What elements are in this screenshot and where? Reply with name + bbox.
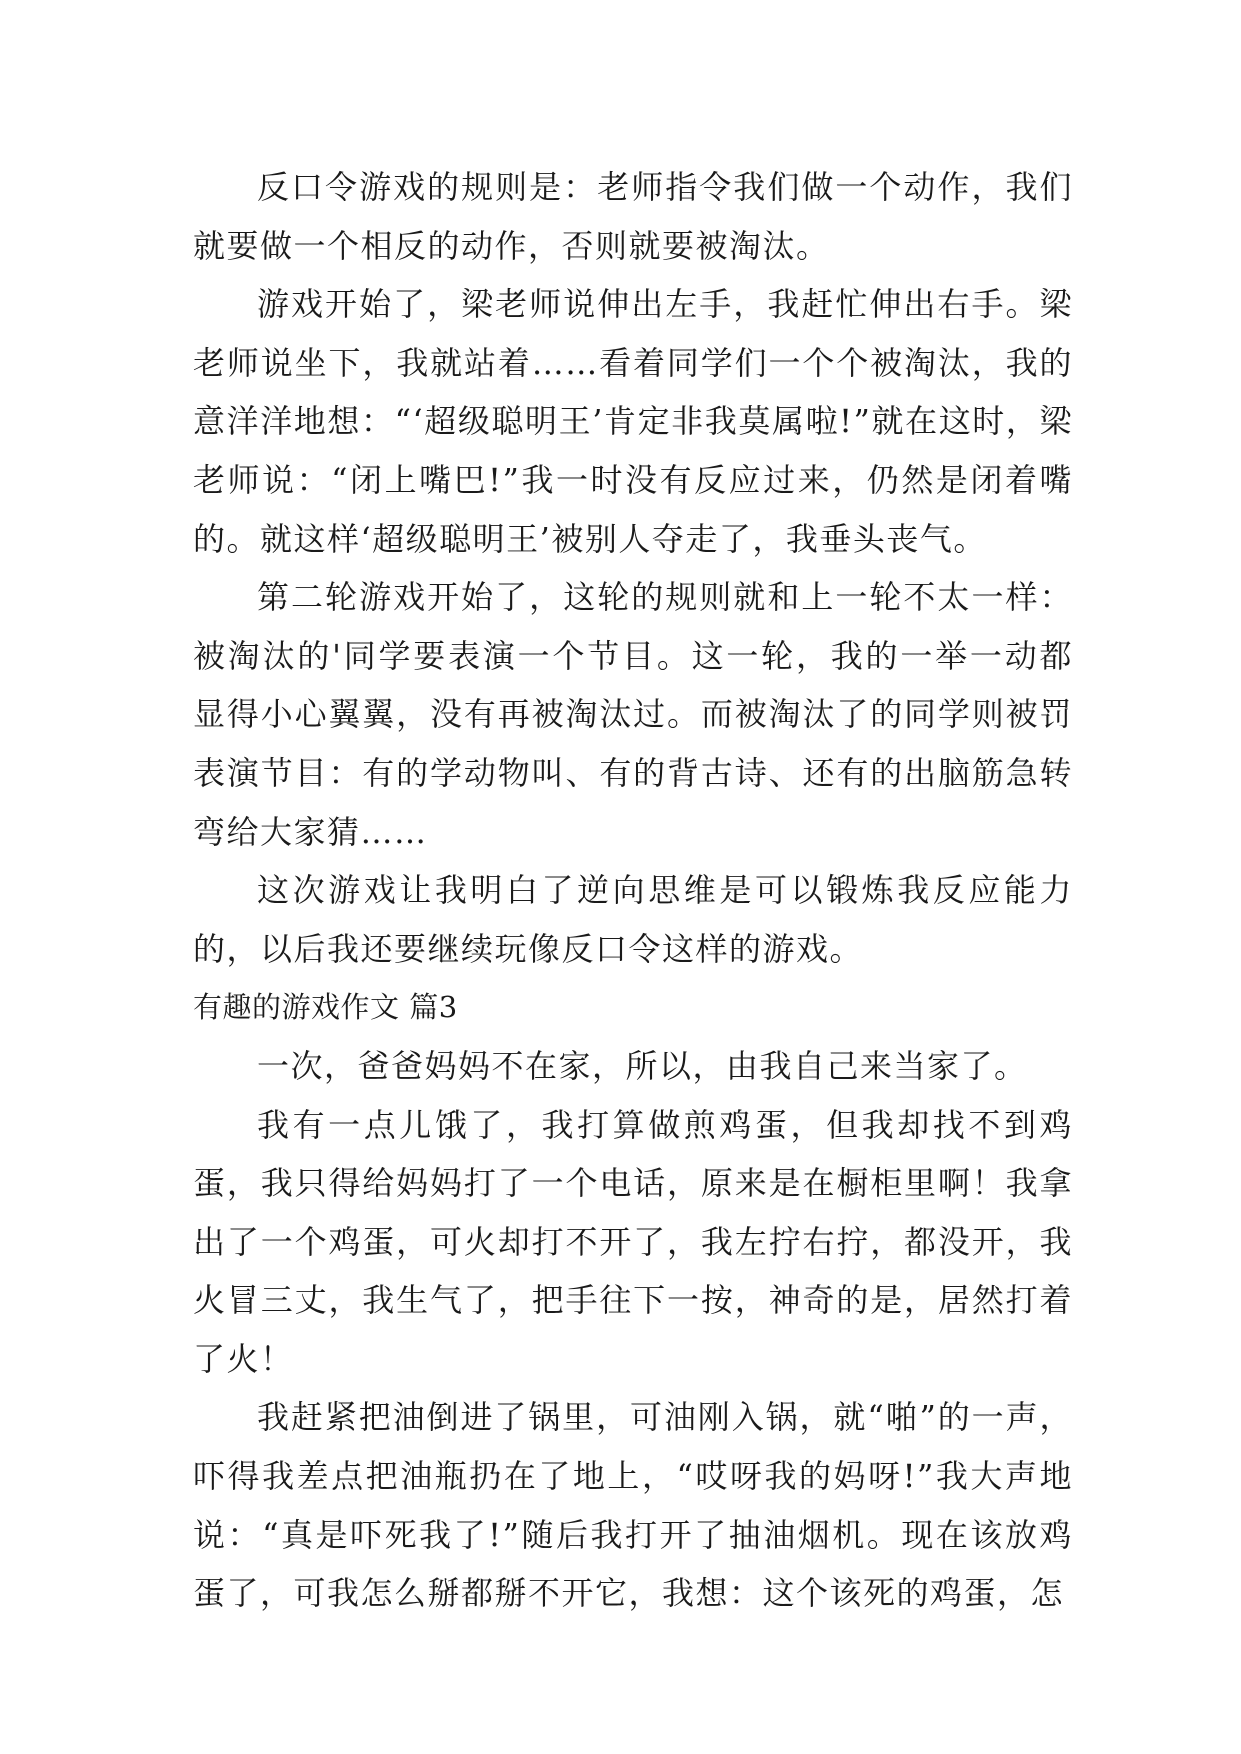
paragraph-game-start: 游戏开始了，梁老师说伸出左手，我赶忙伸出右手。梁老师说坐下，我就站着……看着同学们一个个被淘汰，我的意洋洋地想：“‘超级聪明王’肯定非我莫属啦!”就在这时，梁老师说：“闭上嘴巴!”我一时没有反应过来，仍然是闭着嘴的。就这样‘超级聪明王’被别人夺走了，我垂头丧气。 (193, 285, 1073, 558)
section-heading: 有趣的游戏作文 篇3 (193, 990, 458, 1025)
paragraph-home-alone: 一次，爸爸妈妈不在家，所以，由我自己来当家了。 (257, 1046, 1028, 1085)
paragraph-rules: 反口令游戏的规则是：老师指令我们做一个动作，我们就要做一个相反的动作，否则就要被淘汰。 (193, 168, 1073, 265)
paragraph-egg-search: 我有一点儿饿了，我打算做煎鸡蛋，但我却找不到鸡蛋，我只得给妈妈打了一个电话，原来是在橱柜里啊！我拿出了一个鸡蛋，可火却打不开了，我左拧右拧，都没开，我火冒三丈，我生气了，把手往下一按，神奇的是，居然打着了火！ (193, 1105, 1073, 1378)
paragraph-second-round: 第二轮游戏开始了，这轮的规则就和上一轮不太一样：被淘汰的'同学要表演一个节目。这一轮，我的一举一动都显得小心翼翼，没有再被淘汰过。而被淘汰了的同学则被罚表演节目：有的学动物叫、有的背古诗、还有的出脑筋急转弯给大家猜…… (193, 578, 1073, 851)
paragraph-lesson: 这次游戏让我明白了逆向思维是可以锻炼我反应能力的，以后我还要继续玩像反口令这样的游戏。 (193, 871, 1073, 968)
article-body (193, 158, 1073, 1623)
paragraph-cooking: 我赶紧把油倒进了锅里，可油刚入锅，就“啪”的一声，吓得我差点把油瓶扔在了地上，“哎呀我的妈呀!”我大声地说：“真是吓死我了!”随后我打开了抽油烟机。现在该放鸡蛋了，可我怎么掰都掰不开它，我想：这个该死的鸡蛋，怎 (193, 1398, 1073, 1613)
